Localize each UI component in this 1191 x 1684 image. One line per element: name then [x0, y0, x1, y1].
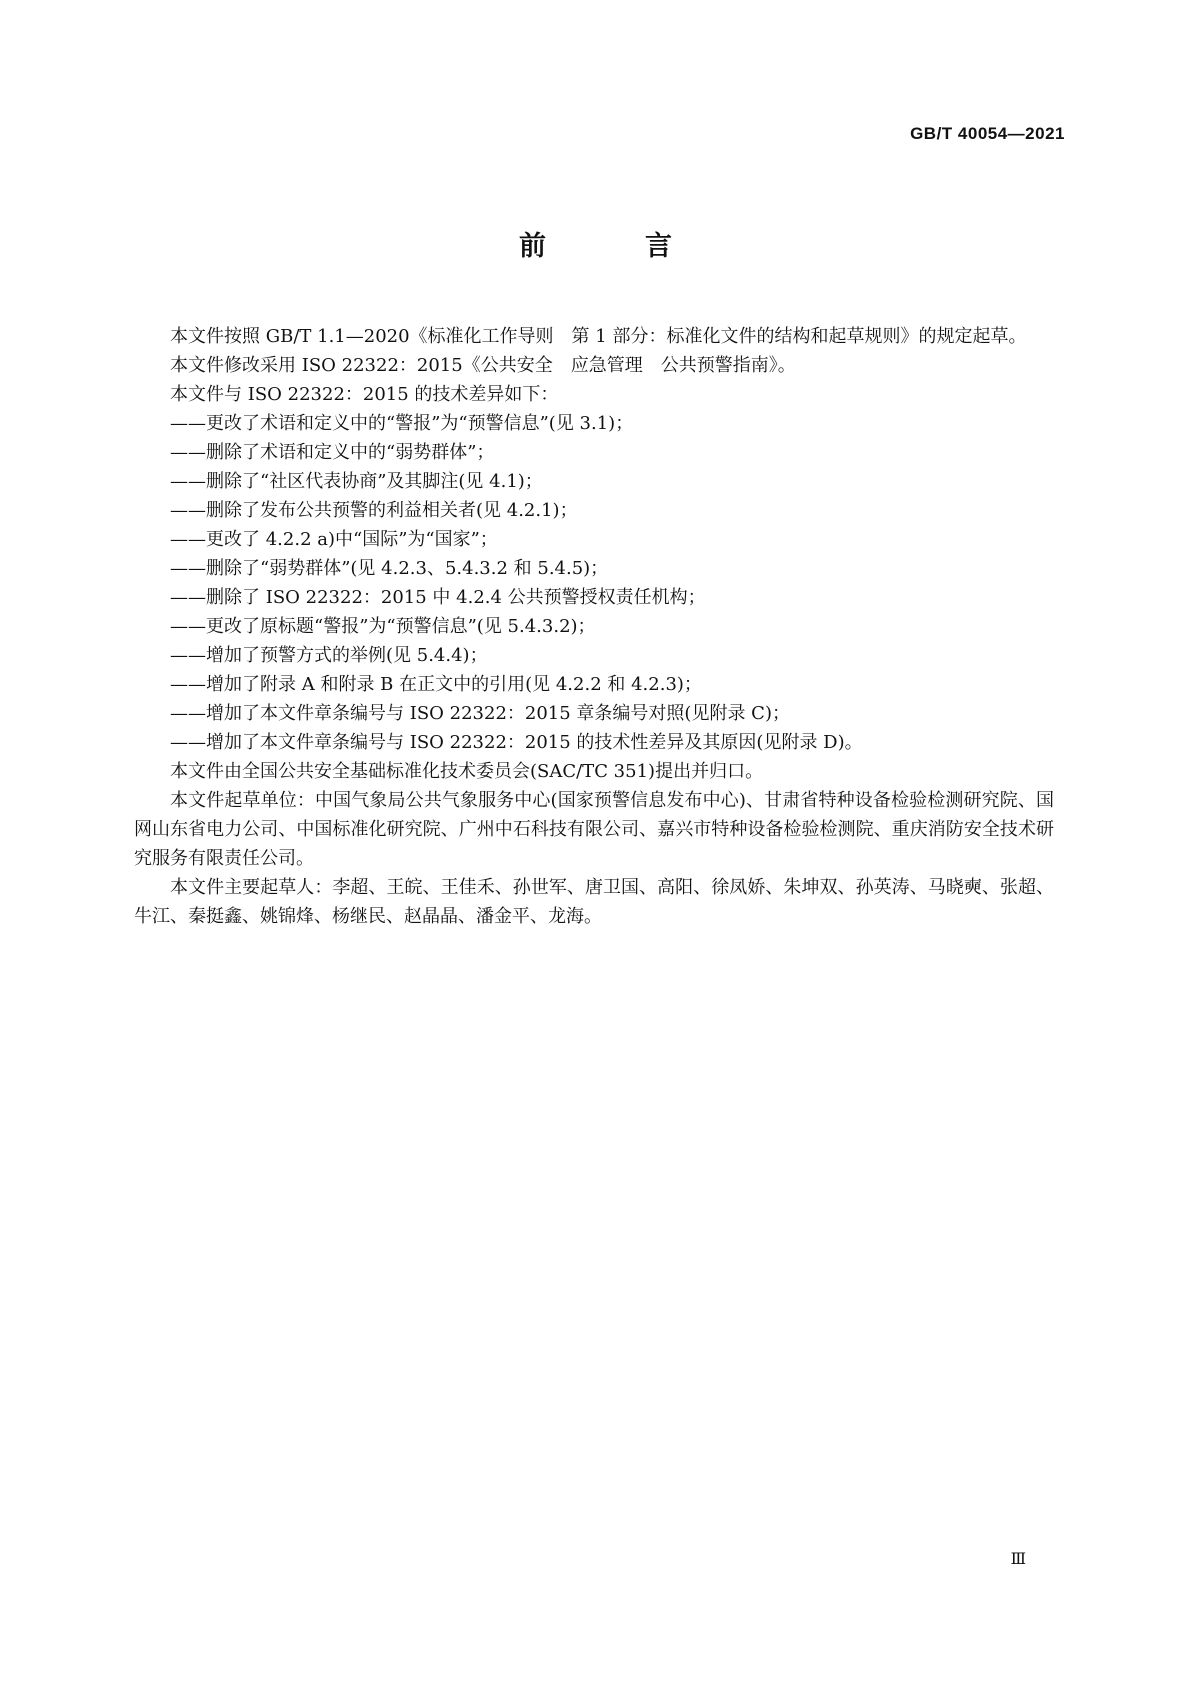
- closing-paragraph-drafting-units: 本文件起草单位：中国气象局公共气象服务中心(国家预警信息发布中心)、甘肃省特种设备检验检测研究院、国网山东省电力公司、中国标准化研究院、广州中石科技有限公司、嘉兴市特种设备检验检测院、重庆消防安全技术研究服务有限责任公司。: [134, 790, 1054, 869]
- difference-item: ——增加了本文件章条编号与 ISO 22322：2015 章条编号对照(见附录 C)；: [170, 703, 790, 724]
- difference-item: ——增加了预警方式的举例(见 5.4.4)；: [170, 645, 488, 666]
- difference-item: ——删除了 ISO 22322：2015 中 4.2.4 公共预警授权责任机构；: [170, 587, 706, 608]
- difference-item: ——增加了附录 A 和附录 B 在正文中的引用(见 4.2.2 和 4.2.3)；: [170, 674, 702, 695]
- difference-item: ——删除了“弱势群体”(见 4.2.3、5.4.3.2 和 5.4.5)；: [170, 558, 609, 579]
- difference-item: ——删除了术语和定义中的“弱势群体”；: [170, 442, 495, 463]
- difference-item: ——增加了本文件章条编号与 ISO 22322：2015 的技术性差异及其原因(见附录 D)。: [170, 732, 863, 753]
- page-title: 前 言: [519, 231, 708, 262]
- intro-paragraph-drafting-rules: 本文件按照 GB/T 1.1—2020《标准化工作导则 第 1 部分：标准化文件的结构和起草规则》的规定起草。: [170, 326, 1027, 347]
- intro-paragraph-adoption: 本文件修改采用 ISO 22322：2015《公共安全 应急管理 公共预警指南》。: [170, 355, 796, 376]
- page-number: Ⅲ: [1010, 1551, 1025, 1568]
- closing-paragraph-drafters: 本文件主要起草人：李超、王皖、王佳禾、孙世军、唐卫国、高阳、徐凤娇、朱坤双、孙英涛、马晓奭、张超、牛江、秦挺鑫、姚锦烽、杨继民、赵晶晶、潘金平、龙海。: [134, 877, 1054, 927]
- difference-item: ——更改了原标题“警报”为“预警信息”(见 5.4.3.2)；: [170, 616, 596, 637]
- closing-paragraph-committee: 本文件由全国公共安全基础标准化技术委员会(SAC/TC 351)提出并归口。: [170, 761, 764, 782]
- intro-paragraph-differences-lead: 本文件与 ISO 22322：2015 的技术差异如下：: [170, 384, 559, 405]
- difference-item: ——删除了发布公共预警的利益相关者(见 4.2.1)；: [170, 500, 578, 521]
- differences-list: [134, 409, 1054, 757]
- difference-item: ——删除了“社区代表协商”及其脚注(见 4.1)；: [170, 471, 543, 492]
- foreword-body: [134, 322, 1054, 931]
- difference-item: ——更改了 4.2.2 a)中“国际”为“国家”；: [170, 529, 498, 550]
- difference-item: ——更改了术语和定义中的“警报”为“预警信息”(见 3.1)；: [170, 413, 634, 434]
- standard-number: GB/T 40054—2021: [910, 124, 1065, 143]
